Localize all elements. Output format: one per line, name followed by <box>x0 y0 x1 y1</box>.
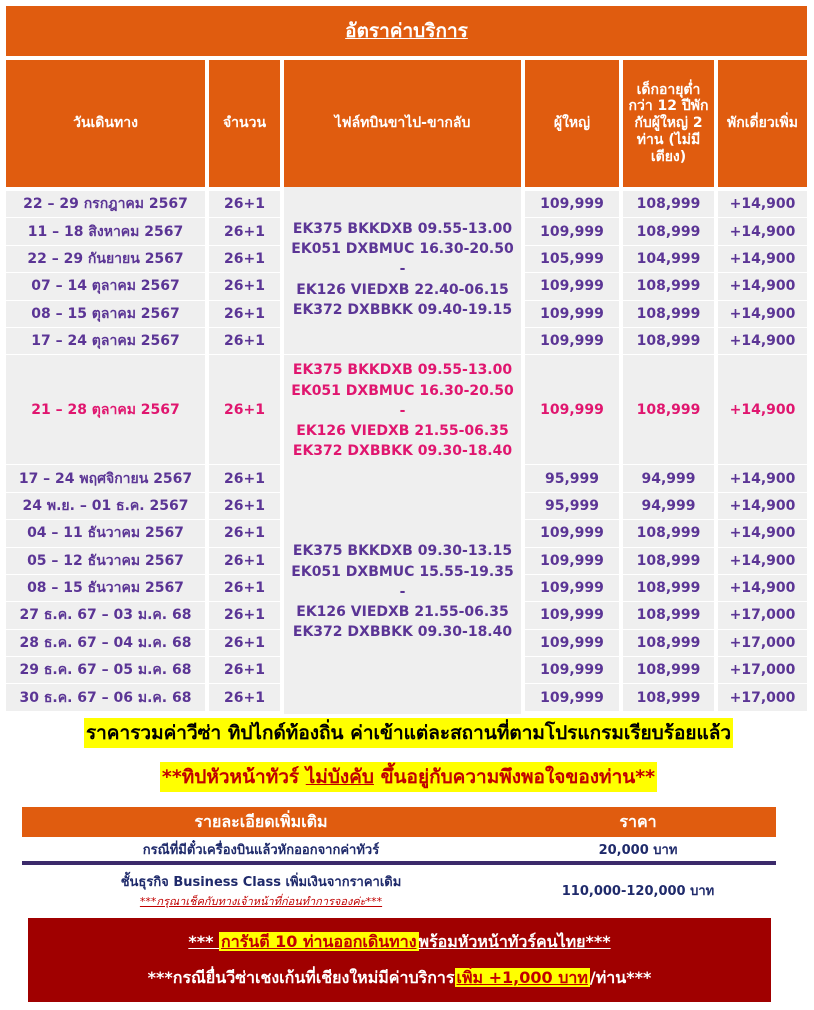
date-cell: 08 – 15 ตุลาคม 2567 <box>6 301 205 328</box>
header-date: วันเดินทาง <box>6 60 205 187</box>
date-cell: 04 – 11 ธันวาคม 2567 <box>6 520 205 547</box>
child-price-cell: 108,999 <box>623 273 714 300</box>
adult-price-cell: 109,999 <box>525 218 619 245</box>
flight-line: EK375 BKKDXB 09.55-13.00 <box>292 220 513 237</box>
single-supplement-cell: +14,900 <box>718 493 807 520</box>
single-supplement-cell: +17,000 <box>718 657 807 684</box>
seats-cell: 26+1 <box>209 520 280 547</box>
seats-cell: 26+1 <box>209 273 280 300</box>
seats-cell: 26+1 <box>209 602 280 629</box>
date-cell: 17 – 24 ตุลาคม 2567 <box>6 328 205 355</box>
single-supplement-cell: +17,000 <box>718 602 807 629</box>
child-price-cell: 108,999 <box>623 684 714 711</box>
date-cell: 22 – 29 กรกฎาคม 2567 <box>6 191 205 218</box>
child-price-cell: 108,999 <box>623 575 714 602</box>
visa-fee-line: ***กรณียื่นวีซ่าเชงเก้นที่เชียงใหม่มีค่าบริการ เพิ่ม +1,000 บาท /ท่าน*** <box>147 967 652 987</box>
flight-line: EK126 VIEDXB 22.40-06.15 <box>296 281 509 298</box>
extra-row-ticket: กรณีที่มีตั๋วเครื่องบินแล้วหักออกจากค่าทัวร์ 20,000 บาท <box>22 837 776 865</box>
adult-price-cell: 109,999 <box>525 548 619 575</box>
seats-cell: 26+1 <box>209 493 280 520</box>
date-cell: 08 – 15 ธันวาคม 2567 <box>6 575 205 602</box>
single-supplement-cell: +14,900 <box>718 273 807 300</box>
child-price-cell: 104,999 <box>623 246 714 273</box>
seats-cell: 26+1 <box>209 191 280 218</box>
single-supplement-cell: +14,900 <box>718 520 807 547</box>
extra-details-table <box>22 807 776 915</box>
single-supplement-cell: +14,900 <box>718 575 807 602</box>
date-cell: 07 – 14 ตุลาคม 2567 <box>6 273 205 300</box>
child-price-cell: 94,999 <box>623 493 714 520</box>
page-title: อัตราค่าบริการ <box>6 6 807 56</box>
seats-cell: 26+1 <box>209 684 280 711</box>
header-seats: จำนวน <box>209 60 280 187</box>
adult-price-cell: 109,999 <box>525 602 619 629</box>
seats-cell: 26+1 <box>209 548 280 575</box>
child-price-cell: 108,999 <box>623 630 714 657</box>
child-price-cell: 108,999 <box>623 191 714 218</box>
child-price-cell: 108,999 <box>623 520 714 547</box>
flight-line: EK126 VIEDXB 21.55-06.35 <box>296 604 509 621</box>
guarantee-line: *** การันตี 10 ท่านออกเดินทาง พร้อมหัวหน้าทัวร์คนไทย*** <box>188 931 611 951</box>
flight-group-2 <box>284 356 521 466</box>
single-supplement-cell: +14,900 <box>718 465 807 492</box>
seats-cell: 26+1 <box>209 218 280 245</box>
single-supplement-cell: +14,900 <box>718 548 807 575</box>
date-cell: 27 ธ.ค. 67 – 03 ม.ค. 68 <box>6 602 205 629</box>
date-cell: 29 ธ.ค. 67 – 05 ม.ค. 68 <box>6 657 205 684</box>
date-cell: 05 – 12 ธันวาคม 2567 <box>6 548 205 575</box>
single-supplement-cell: +14,900 <box>718 218 807 245</box>
seats-cell: 26+1 <box>209 465 280 492</box>
included-note: ราคารวมค่าวีซ่า ทิปไกด์ท้องถิ่น ค่าเข้าแต่ละสถานที่ตามโปรแกรมเรียบร้อยแล้ว <box>20 716 797 750</box>
flight-line: EK051 DXBMUC 16.30-20.50 <box>291 382 514 399</box>
single-supplement-cell: +14,900 <box>718 328 807 355</box>
adult-price-cell: 109,999 <box>525 520 619 547</box>
seats-cell: 26+1 <box>209 301 280 328</box>
date-cell: 17 – 24 พฤศจิกายน 2567 <box>6 465 205 492</box>
child-price-cell: 108,999 <box>623 657 714 684</box>
date-cell: 21 – 28 ตุลาคม 2567 <box>6 355 205 465</box>
date-cell: 30 ธ.ค. 67 – 06 ม.ค. 68 <box>6 684 205 711</box>
seats-cell: 26+1 <box>209 328 280 355</box>
table-header-row <box>6 60 807 187</box>
adult-price-cell: 109,999 <box>525 273 619 300</box>
adult-price-cell: 109,999 <box>525 575 619 602</box>
flight-line: - <box>399 261 406 278</box>
flight-line: EK372 DXBBKK 09.40-19.15 <box>292 301 513 318</box>
single-supplement-cell: +14,900 <box>718 246 807 273</box>
adult-price-cell: 95,999 <box>525 493 619 520</box>
header-flight: ไฟล์ทบินขาไป-ขากลับ <box>284 60 521 187</box>
flight-line: EK372 DXBBKK 09.30-18.40 <box>292 443 513 460</box>
date-cell: 24 พ.ย. – 01 ธ.ค. 2567 <box>6 493 205 520</box>
seats-cell: 26+1 <box>209 355 280 465</box>
single-supplement-cell: +14,900 <box>718 355 807 465</box>
date-cell: 11 – 18 สิงหาคม 2567 <box>6 218 205 245</box>
price-table <box>6 60 807 712</box>
date-cell: 22 – 29 กันยายน 2567 <box>6 246 205 273</box>
flight-line: EK372 DXBBKK 09.30-18.40 <box>292 624 513 641</box>
child-price-cell: 108,999 <box>623 548 714 575</box>
adult-price-cell: 109,999 <box>525 657 619 684</box>
flight-line: EK051 DXBMUC 15.55-19.35 <box>291 563 514 580</box>
tip-note: **ทิปหัวหน้าทัวร์ ไม่บังคับ ขึ้นอยู่กับความพึงพอใจของท่าน** <box>20 760 797 794</box>
header-child: เด็กอายุต่ำกว่า 12 ปีพักกับผู้ใหญ่ 2 ท่าน (ไม่มีเตียง) <box>623 60 714 187</box>
date-cell: 28 ธ.ค. 67 – 04 ม.ค. 68 <box>6 630 205 657</box>
footer-banner <box>28 918 771 1002</box>
flight-line: EK126 VIEDXB 21.55-06.35 <box>296 423 509 440</box>
single-supplement-cell: +14,900 <box>718 301 807 328</box>
child-price-cell: 108,999 <box>623 328 714 355</box>
flight-group-3 <box>284 470 521 714</box>
flight-line: - <box>399 402 406 419</box>
adult-price-cell: 109,999 <box>525 301 619 328</box>
adult-price-cell: 95,999 <box>525 465 619 492</box>
extra-row-business: ชั้นธุรกิจ Business Class เพิ่มเงินจากราคาเดิม ***กรุณาเช็คกับทางเจ้าหน้าที่ก่อนทำการจองค่ะ*** 110,000-120,000 บาท <box>120 874 715 908</box>
single-supplement-cell: +14,900 <box>718 191 807 218</box>
child-price-cell: 94,999 <box>623 465 714 492</box>
single-supplement-cell: +17,000 <box>718 630 807 657</box>
seats-cell: 26+1 <box>209 630 280 657</box>
single-supplement-cell: +17,000 <box>718 684 807 711</box>
seats-cell: 26+1 <box>209 575 280 602</box>
flight-group-1 <box>284 187 521 352</box>
adult-price-cell: 109,999 <box>525 355 619 465</box>
child-price-cell: 108,999 <box>623 218 714 245</box>
flight-line: - <box>399 583 406 600</box>
flight-line: EK375 BKKDXB 09.55-13.00 <box>292 362 513 379</box>
adult-price-cell: 109,999 <box>525 328 619 355</box>
adult-price-cell: 109,999 <box>525 191 619 218</box>
extra-header: รายละเอียดเพิ่มเติม ราคา <box>22 807 776 837</box>
flight-line: EK051 DXBMUC 16.30-20.50 <box>291 241 514 258</box>
seats-cell: 26+1 <box>209 246 280 273</box>
seats-cell: 26+1 <box>209 657 280 684</box>
header-single: พักเดี่ยวเพิ่ม <box>718 60 807 187</box>
flight-line: EK375 BKKDXB 09.30-13.15 <box>292 543 513 560</box>
header-adult: ผู้ใหญ่ <box>525 60 619 187</box>
child-price-cell: 108,999 <box>623 355 714 465</box>
child-price-cell: 108,999 <box>623 301 714 328</box>
adult-price-cell: 109,999 <box>525 630 619 657</box>
child-price-cell: 108,999 <box>623 602 714 629</box>
adult-price-cell: 109,999 <box>525 684 619 711</box>
adult-price-cell: 105,999 <box>525 246 619 273</box>
